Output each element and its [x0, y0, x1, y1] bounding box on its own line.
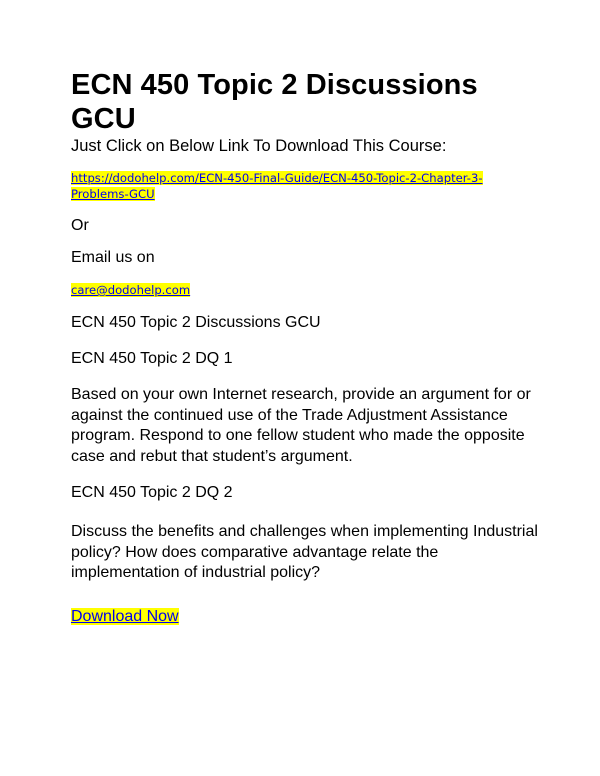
dq2-text: Discuss the benefits and challenges when implementing Industrial policy? How does comparative advantage relate the implementation of industrial policy?: [71, 523, 538, 581]
page-title: ECN 450 Topic 2 Discussions GCU: [71, 69, 478, 135]
dq1-text: Based on your own Internet research, provide an argument for or against the continued use of the Trade Adjustment Assistance program. Respond to one fellow student who made the opposite case and rebut that student’s argument.: [71, 386, 531, 465]
email-link-block[interactable]: [71, 282, 541, 298]
email-link[interactable]: care@dodohelp.com: [71, 283, 191, 297]
dq1-heading: ECN 450 Topic 2 DQ 1: [71, 350, 233, 367]
document-page: [71, 68, 541, 627]
course-link-line2[interactable]: Problems-GCU: [71, 187, 155, 201]
download-now-link[interactable]: Download Now: [71, 607, 179, 625]
course-link-line1[interactable]: https://dodohelp.com/ECN-450-Final-Guide/ECN-450-Topic-2-Chapter-3-: [71, 171, 483, 185]
or-text: Or: [71, 217, 89, 234]
dq2-heading: ECN 450 Topic 2 DQ 2: [71, 484, 233, 501]
download-link-block[interactable]: [71, 607, 541, 627]
course-link[interactable]: [71, 170, 541, 202]
email-label: Email us on: [71, 249, 155, 266]
section-heading: ECN 450 Topic 2 Discussions GCU: [71, 314, 321, 331]
subtitle: Just Click on Below Link To Download This Course:: [71, 137, 447, 155]
